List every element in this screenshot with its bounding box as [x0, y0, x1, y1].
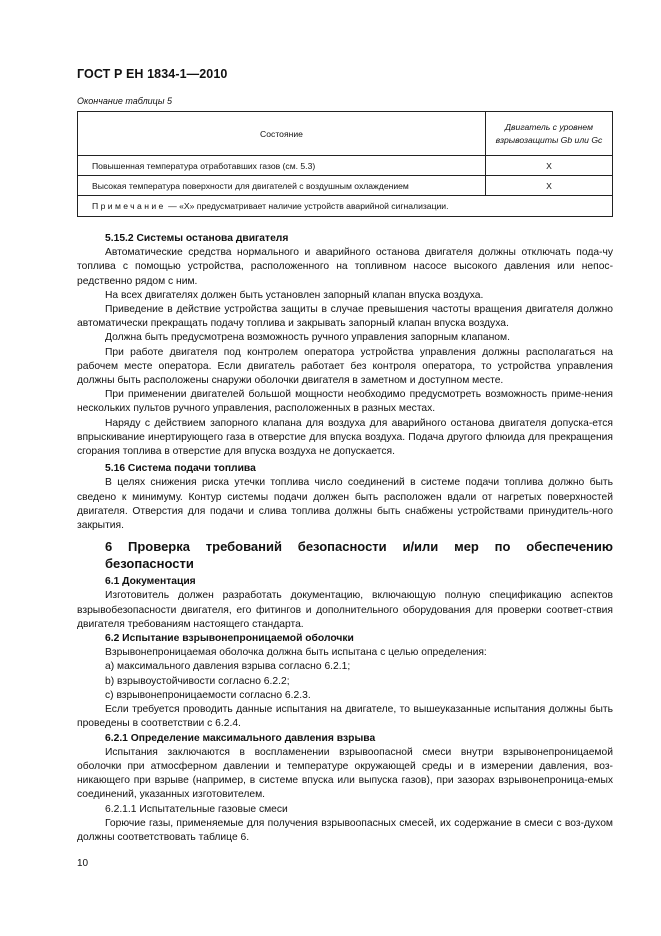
paragraph: Изготовитель должен разработать документацию, включающую полную спецификацию аспектов взрывобезопасности двигателя, его фитингов и дополнительного оборудования для проверки соответ-ствия двигателя требованиям настоящего стандарта.: [77, 590, 613, 630]
paragraph: Испытания заключаются в воспламенении взрывоопасной смеси внутри взрывонепроницаемой оболочки при атмосферном давлении и температуре окружающей среды и в измерении давления, воз-никающего при взрыве (например, в системе впуска или выпуска газов), при зазорах взрывонепроница-емых соединений, указанных изготовителем.: [77, 746, 613, 801]
page-number: 10: [77, 858, 89, 869]
table-header-engine-line2: взрывозащиты Gb или Gc: [495, 134, 603, 145]
section-6-2-1-1-heading: 6.2.1.1 Испытательные газовые смеси: [105, 803, 288, 815]
paragraph: Приведение в действие устройства защиты в случае превышения частоты вращения двигателя должно автоматически прекращать подачу топлива и закрывать запорный клапан впуска воздуха.: [77, 304, 613, 330]
paragraph: В целях снижения риска утечки топлива число соединений в системе подачи топлива должно быть сведено к минимуму. Контур системы подачи должен быть расположен вдали от нагретых поверхностей двигателя. Отверстия для подачи и слива топлива должны быть снабжены устройствами принудитель-ного закрытия.: [77, 477, 613, 532]
paragraph: Взрывонепроницаемая оболочка должна быть испытана с целью определения:: [105, 647, 487, 659]
section-6-1-heading: 6.1 Документация: [105, 576, 196, 588]
table-header-state: Состояние: [78, 112, 486, 156]
table-note-row: [78, 196, 613, 217]
table-5-continuation: [77, 111, 613, 217]
body-text: [77, 232, 613, 845]
table-cell-mark: X: [486, 156, 613, 176]
section-6-heading: 6 Проверка требований безопасности и/или мер по обеспечению безопасности: [105, 539, 613, 572]
table-header-engine-line1: Двигатель с уровнем: [505, 121, 593, 132]
table-header-engine: [486, 112, 613, 156]
section-6-2-1-heading: 6.2.1 Определение максимального давления взрыва: [105, 732, 376, 744]
table-cell-state: Повышенная температура отработавших газов (см. 5.3): [78, 156, 486, 176]
section-5-15-2-heading: 5.15.2 Системы останова двигателя: [105, 233, 289, 244]
paragraph: На всех двигателях должен быть установлен запорный клапан впуска воздуха.: [105, 289, 484, 301]
list-item: b) взрывоустойчивости согласно 6.2.2;: [105, 675, 290, 687]
list-item: a) максимального давления взрыва согласно 6.2.1;: [105, 661, 351, 673]
table-row: [78, 176, 613, 196]
table-note-label: Примечание: [92, 201, 166, 211]
paragraph: При работе двигателя под контролем оператора устройства управления должны располагаться на рабочем месте оператора. Если двигатель работает без контроля оператора, то устройства управления должны быть расположены снаружи оболочки двигателя в заметном и доступном месте.: [77, 346, 613, 387]
paragraph: Горючие газы, применяемые для получения взрывоопасных смесей, их содержание в смеси с воз-духом должны соответствовать таблице 6.: [77, 817, 613, 843]
section-5-16-heading: 5.16 Система подачи топлива: [105, 463, 256, 475]
table-cell-mark: X: [486, 176, 613, 196]
table-row: [78, 156, 613, 176]
table-caption: Окончание таблицы 5: [77, 96, 172, 106]
document-header: ГОСТ Р ЕН 1834-1—2010: [77, 67, 228, 81]
paragraph: При применении двигателей большой мощности необходимо предусмотреть возможность приме-нения нескольких пультов ручного управления, расположенных в разных местах.: [77, 389, 613, 415]
table-note: [78, 196, 613, 217]
section-6-2-heading: 6.2 Испытание взрывонепроницаемой оболочки: [105, 633, 354, 645]
paragraph: Наряду с действием запорного клапана для воздуха для аварийного останова двигателя допуска-ется впрыскивание инертирующего газа в отверстие для впуска воздуха. Подача другого флюида для прекращения сгорания топлива в отверстие для впуска воздуха не допускается.: [77, 417, 613, 458]
table-cell-state: Высокая температура поверхности для двигателей с воздушным охлаждением: [78, 176, 486, 196]
paragraph: Если требуется проводить данные испытания на двигателе, то вышеуказанные испытания должны быть проведены в соответствии с 6.2.4.: [77, 704, 613, 730]
paragraph: Автоматические средства нормального и аварийного останова двигателя должны отключать пода-чу топлива с помощью устройства, расположенного на топливном насосе высокого давления или непос-редственно рядом с ним.: [77, 247, 613, 287]
list-item: c) взрывонепроницаемости согласно 6.2.3.: [105, 689, 311, 701]
table-header-row: [78, 112, 613, 156]
paragraph: Должна быть предусмотрена возможность ручного управления запорным клапаном.: [105, 332, 510, 344]
table-note-text: — «X» предусматривает наличие устройств аварийной сигнализации.: [165, 201, 449, 211]
